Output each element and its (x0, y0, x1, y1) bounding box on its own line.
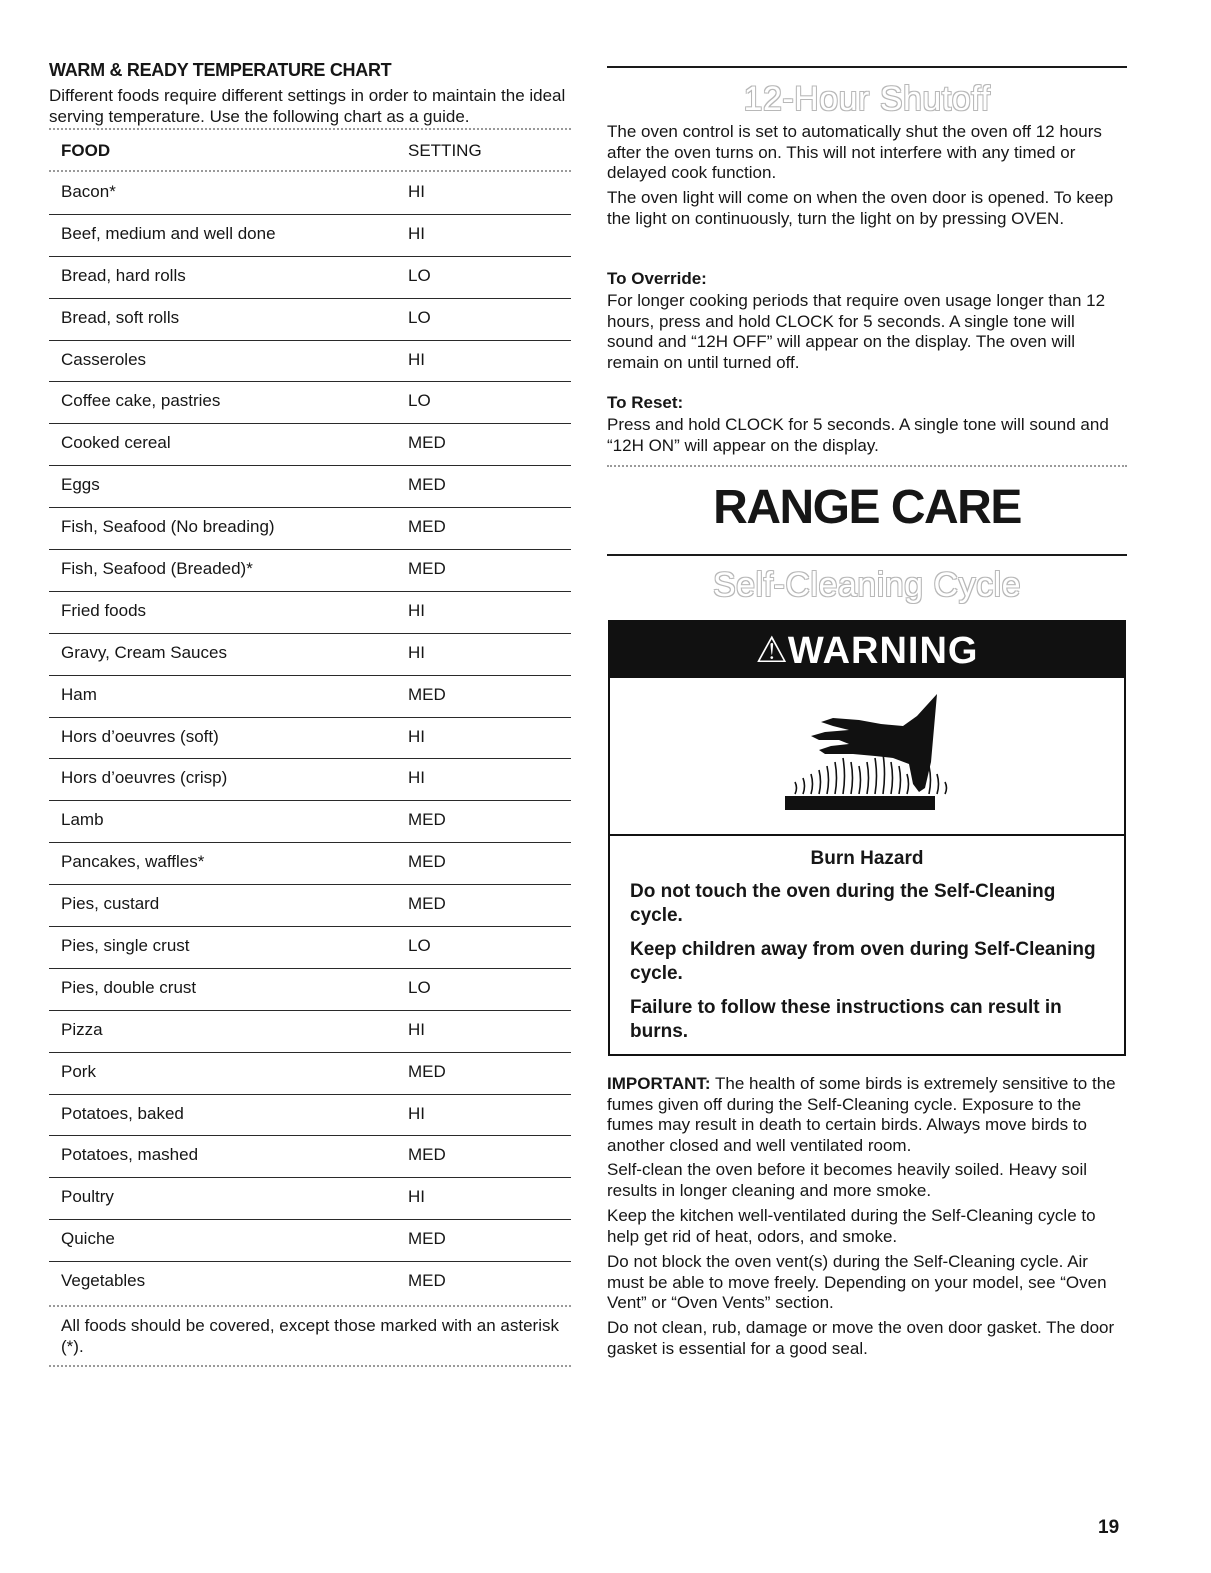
hand-over-hot-surface-icon (785, 692, 955, 818)
setting-cell: MED (408, 1271, 446, 1291)
self-clean-paragraph-3: Do not block the oven vent(s) during the Self-Cleaning cycle. Air must be able to move freely. Depending on your model, see “Oven Vent” or “Oven Vents” section. (607, 1252, 1107, 1312)
burn-hazard-label: Burn Hazard (810, 848, 924, 869)
setting-cell: LO (408, 265, 431, 285)
table-row (49, 634, 571, 676)
table-row (49, 718, 571, 760)
table-row (49, 1053, 571, 1095)
table-row (49, 1220, 571, 1262)
table-row (49, 424, 571, 466)
shutoff-heading: 12-Hour Shutoff (743, 80, 991, 118)
column-header-setting: SETTING (408, 141, 482, 160)
page-number: 19 (1098, 1517, 1120, 1538)
table-row (49, 508, 571, 550)
setting-cell: LO (408, 307, 431, 327)
food-cell: Potatoes, baked (61, 1103, 184, 1123)
divider (49, 1365, 571, 1367)
table-row (49, 759, 571, 801)
section-rule (607, 66, 1127, 68)
important-label: IMPORTANT: (607, 1074, 711, 1093)
table-row (49, 885, 571, 927)
food-cell: Pancakes, waffles* (61, 852, 205, 872)
reset-heading: To Reset: (607, 393, 684, 412)
chart-intro: Different foods require different settings in order to maintain the ideal serving temperature. Use the following chart as a guide. (49, 86, 566, 126)
setting-cell: MED (408, 684, 446, 704)
warning-label: WARNING (787, 630, 979, 672)
setting-cell: MED (408, 475, 446, 495)
table-row (49, 843, 571, 885)
table-row (49, 1178, 571, 1220)
food-cell: Casseroles (61, 349, 147, 369)
range-care-title: RANGE CARE (713, 481, 1021, 534)
section-rule (607, 554, 1127, 556)
table-row (49, 592, 571, 634)
setting-cell: HI (408, 768, 425, 788)
important-paragraph (607, 1074, 1125, 1156)
table-row (49, 466, 571, 508)
table-row (49, 299, 571, 341)
self-cleaning-heading: Self-Cleaning Cycle (712, 566, 1022, 604)
table-row (49, 969, 571, 1011)
setting-cell: HI (408, 726, 425, 746)
setting-cell: MED (408, 1061, 446, 1081)
table-row (49, 801, 571, 843)
food-cell: Cooked cereal (61, 433, 171, 453)
food-cell: Coffee cake, pastries (61, 391, 221, 411)
column-header-food: FOOD (61, 141, 111, 160)
food-cell: Bread, hard rolls (61, 265, 186, 285)
shutoff-paragraph-2: The oven light will come on when the oven door is opened. To keep the light on continuously, turn the light on by pressing OVEN. (607, 188, 1114, 228)
setting-cell: HI (408, 1019, 425, 1039)
food-cell: Bacon* (61, 182, 116, 201)
setting-cell: MED (408, 852, 446, 872)
food-cell: Gravy, Cream Sauces (61, 642, 227, 662)
food-cell: Lamb (61, 810, 104, 830)
food-cell: Fried foods (61, 600, 147, 620)
setting-cell: HI (408, 1103, 425, 1123)
table-row (49, 676, 571, 718)
override-heading: To Override: (607, 269, 707, 288)
food-cell: Potatoes, mashed (61, 1145, 199, 1165)
setting-cell: MED (408, 1145, 446, 1165)
self-clean-paragraph-4: Do not clean, rub, damage or move the oven door gasket. The door gasket is essential for a good seal. (607, 1318, 1115, 1358)
food-cell: Pork (61, 1061, 96, 1081)
food-cell: Pies, single crust (61, 936, 190, 956)
table-row (49, 1011, 571, 1053)
setting-cell: LO (408, 936, 431, 956)
warning-line-3: Failure to follow these instructions can result in burns. (630, 997, 1062, 1042)
setting-cell: MED (408, 559, 446, 579)
override-text: For longer cooking periods that require oven usage longer than 12 hours, press and hold CLOCK for 5 seconds. A single tone will sound and “12H OFF” will appear on the display. The oven will remain on until turned off. (607, 291, 1106, 372)
self-clean-paragraph-1: Self-clean the oven before it becomes heavily soiled. Heavy soil results in longer cleaning and more smoke. (607, 1160, 1088, 1200)
food-cell: Beef, medium and well done (61, 223, 276, 243)
food-cell: Pies, custard (61, 894, 160, 914)
self-clean-paragraph-2: Keep the kitchen well-ventilated during the Self-Cleaning cycle to help get rid of heat, odors, and smoke. (607, 1206, 1096, 1246)
table-row (49, 173, 571, 215)
setting-cell: MED (408, 894, 446, 914)
important-text: The health of some birds is extremely sensitive to the fumes given off during the Self-Cleaning cycle. Exposure to the fumes may result in death to certain birds. Always move birds to another closed and well ventilated room. (607, 1074, 1116, 1155)
divider (49, 128, 571, 130)
setting-cell: HI (408, 642, 425, 662)
table-row (49, 257, 571, 299)
table-row (49, 1095, 571, 1137)
table-row (49, 382, 571, 424)
divider (49, 170, 571, 172)
setting-cell: HI (408, 349, 425, 369)
food-cell: Fish, Seafood (Breaded)* (61, 559, 253, 579)
shutoff-paragraph-1: The oven control is set to automatically shut the oven off 12 hours after the oven turns on. This will not interfere with any timed or delayed cook function. (607, 122, 1102, 182)
food-cell: Fish, Seafood (No breading) (61, 517, 275, 537)
food-cell: Quiche (61, 1229, 115, 1249)
warning-header (610, 622, 1124, 678)
chart-note: All foods should be covered, except those marked with an asterisk (*). (61, 1316, 559, 1356)
table-row (49, 341, 571, 383)
setting-cell: LO (408, 391, 431, 411)
setting-cell: HI (408, 223, 425, 243)
setting-cell: MED (408, 517, 446, 537)
table-row (49, 215, 571, 257)
setting-cell: LO (408, 977, 431, 997)
food-cell: Hors d’oeuvres (crisp) (61, 768, 228, 788)
food-cell: Hors d’oeuvres (soft) (61, 726, 219, 746)
divider (49, 1305, 571, 1307)
food-cell: Vegetables (61, 1271, 146, 1291)
table-row (49, 550, 571, 592)
table-row (49, 927, 571, 969)
warning-line-1: Do not touch the oven during the Self-Cleaning cycle. (630, 881, 1056, 926)
food-cell: Ham (61, 684, 97, 704)
setting-cell: MED (408, 1229, 446, 1249)
warning-line-2: Keep children away from oven during Self-Cleaning cycle. (630, 939, 1096, 984)
table-row (49, 1262, 571, 1304)
food-cell: Bread, soft rolls (61, 307, 180, 327)
table-row (49, 1136, 571, 1178)
setting-cell: HI (408, 182, 425, 201)
setting-cell: HI (408, 600, 425, 620)
warning-box (608, 620, 1126, 1056)
warning-triangle-icon: ⚠ (755, 629, 788, 670)
warning-pictogram (610, 678, 1124, 836)
food-cell: Pizza (61, 1019, 103, 1039)
food-cell: Eggs (61, 475, 100, 495)
reset-text: Press and hold CLOCK for 5 seconds. A single tone will sound and “12H ON” will appear on the display. (607, 415, 1109, 455)
divider (607, 465, 1127, 467)
setting-cell: MED (408, 433, 446, 453)
temperature-table (49, 173, 571, 1304)
food-cell: Pies, double crust (61, 977, 197, 997)
setting-cell: MED (408, 810, 446, 830)
food-cell: Poultry (61, 1187, 114, 1207)
chart-title: WARM & READY TEMPERATURE CHART (49, 60, 392, 80)
setting-cell: HI (408, 1187, 425, 1207)
